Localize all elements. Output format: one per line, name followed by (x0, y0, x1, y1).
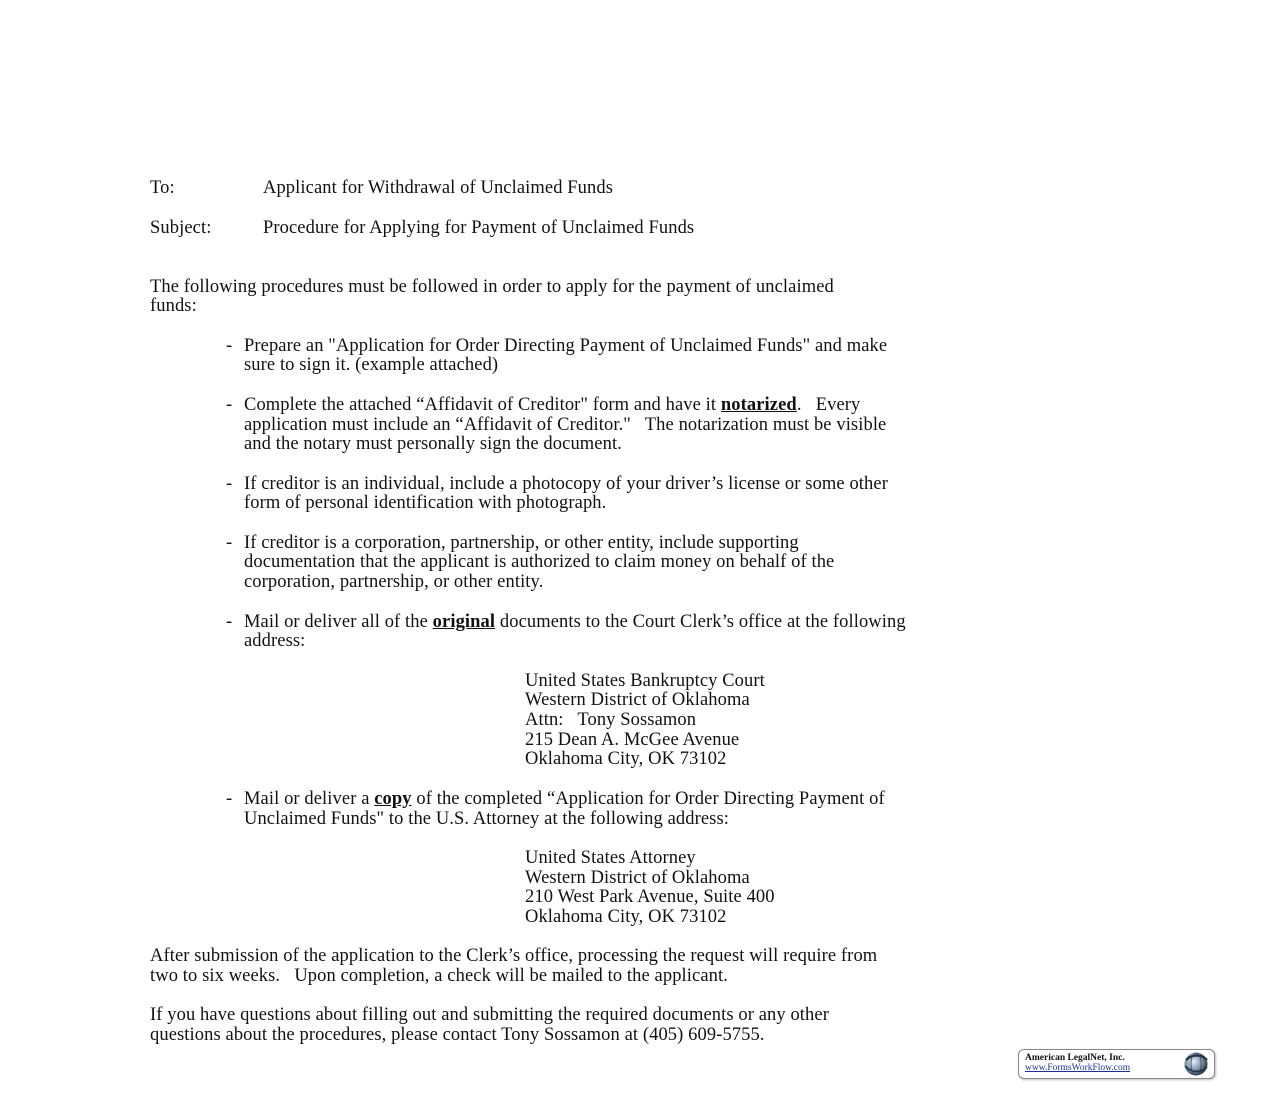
item-4-line-1: If creditor is a corporation, partnership, or other entity, include supporting (244, 533, 799, 553)
bullet-dash: - (226, 395, 233, 415)
item-1-line-2: sure to sign it. (example attached) (244, 355, 499, 375)
footer-badge[interactable] (1018, 1049, 1215, 1079)
badge-company: American LegalNet, Inc. (1025, 1053, 1125, 1063)
item-2-line-1 (244, 396, 860, 416)
item-2-line-3: and the notary must personally sign the document. (244, 434, 622, 454)
item-3-line-2: form of personal identification with photograph. (244, 493, 607, 513)
item-5-text-pre: Mail or deliver all of the (244, 612, 433, 632)
globe-icon (1180, 1051, 1210, 1077)
closing-p1-line-2: two to six weeks. Upon completion, a check will be mailed to the applicant. (150, 966, 728, 986)
bullet-dash: - (226, 474, 233, 494)
item-4-line-3: corporation, partnership, or other entity. (244, 572, 544, 592)
item-6-text-pre: Mail or deliver a (244, 789, 375, 809)
subject-label: Subject: (150, 218, 212, 238)
subject-value: Procedure for Applying for Payment of Unclaimed Funds (263, 218, 695, 238)
closing-p2-line-2: questions about the procedures, please contact Tony Sossamon at (405) 609-5755. (150, 1025, 765, 1045)
item-2-line-2: application must include an “Affidavit of Creditor." The notarization must be visible (244, 415, 887, 435)
emphasis-notarized: notarized (720, 395, 797, 415)
emphasis-copy: copy (374, 789, 412, 809)
bullet-dash: - (226, 612, 233, 632)
attorney-address-line: Oklahoma City, OK 73102 (525, 907, 727, 927)
item-2-text-pre: Complete the attached “Affidavit of Creditor" form and have it (244, 395, 721, 415)
attorney-address-line: United States Attorney (525, 848, 696, 868)
item-5-line-2: address: (244, 631, 306, 651)
clerk-address-line: United States Bankruptcy Court (525, 671, 765, 691)
bullet-dash: - (226, 789, 233, 809)
bullet-dash: - (226, 336, 233, 356)
to-value: Applicant for Withdrawal of Unclaimed Funds (263, 178, 614, 198)
item-6-line-1 (244, 790, 885, 810)
item-1-line-1: Prepare an "Application for Order Directing Payment of Unclaimed Funds" and make (244, 336, 888, 356)
item-6-text-post: of the completed “Application for Order Directing Payment of (411, 789, 885, 809)
item-6-line-2: Unclaimed Funds" to the U.S. Attorney at the following address: (244, 809, 730, 829)
clerk-address-line: Attn: Tony Sossamon (525, 710, 697, 730)
bullet-dash: - (226, 533, 233, 553)
item-5-text-post: documents to the Court Clerk’s office at the following (495, 612, 906, 632)
item-4-line-2: documentation that the applicant is authorized to claim money on behalf of the (244, 552, 835, 572)
attorney-address-line: Western District of Oklahoma (525, 868, 750, 888)
closing-p2-line-1: If you have questions about filling out and submitting the required documents or any other (150, 1005, 829, 1025)
intro-line-2: funds: (150, 296, 197, 316)
emphasis-original: original (432, 612, 496, 632)
item-3-line-1: If creditor is an individual, include a photocopy of your driver’s license or some other (244, 474, 888, 494)
attorney-address-line: 210 West Park Avenue, Suite 400 (525, 887, 775, 907)
closing-p1-line-1: After submission of the application to the Clerk’s office, processing the request will require from (150, 946, 878, 966)
to-label: To: (150, 178, 175, 198)
badge-url-link[interactable]: www.FormsWorkFlow.com (1025, 1063, 1131, 1073)
clerk-address-line: Western District of Oklahoma (525, 690, 750, 710)
item-5-line-1 (244, 613, 906, 633)
item-2-text-post: . Every (796, 395, 861, 415)
clerk-address-line: 215 Dean A. McGee Avenue (525, 730, 740, 750)
clerk-address-line: Oklahoma City, OK 73102 (525, 749, 727, 769)
intro-line-1: The following procedures must be followed in order to apply for the payment of unclaimed (150, 277, 834, 297)
